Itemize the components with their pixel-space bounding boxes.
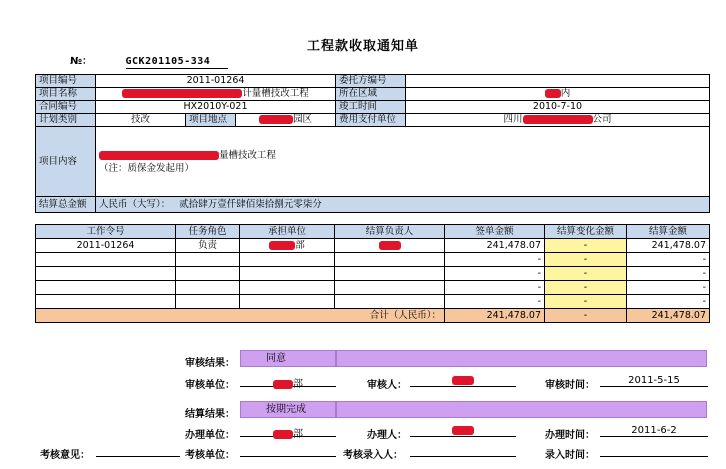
handle-unit-value: 部 xyxy=(240,425,336,437)
redaction-mark xyxy=(379,241,401,250)
review-result-comment xyxy=(336,350,707,367)
total-amount-text: 贰拾肆万壹仟肆佰柒拾捌元零柒分 xyxy=(179,198,322,210)
role-cell: 负责 xyxy=(176,239,240,253)
redaction-mark xyxy=(273,430,293,439)
table-row: - - - xyxy=(36,295,710,309)
col-header: 任务角色 xyxy=(176,225,240,239)
client-no-label: 委托方编号 xyxy=(336,75,406,88)
sum-label: 合计（人民币）： xyxy=(36,309,445,323)
redaction-mark xyxy=(99,151,219,160)
col-header: 签单金额 xyxy=(445,225,545,239)
plan-type-value: 技改 xyxy=(96,114,186,127)
redaction-mark xyxy=(545,89,561,98)
completion-label: 竣工时间 xyxy=(336,101,406,114)
change-amount-cell: - xyxy=(545,239,627,253)
settle-result-label: 结算结果： xyxy=(185,409,235,420)
handle-time-label: 办理时间： xyxy=(545,430,595,441)
assess-entry-time-value xyxy=(600,445,708,457)
sum-sign-amount: 241,478.07 xyxy=(445,309,545,323)
project-no-value: 2011-01264 xyxy=(96,75,336,88)
redaction-mark xyxy=(452,426,474,435)
redaction-mark xyxy=(273,380,293,389)
col-header: 结算负责人 xyxy=(335,225,445,239)
table-row: - - - xyxy=(36,281,710,295)
work-order-cell: 2011-01264 xyxy=(36,239,176,253)
total-label: 结算总金额 xyxy=(36,197,96,213)
col-header: 结算变化金额 xyxy=(545,225,627,239)
assess-opinion-label: 考核意见： xyxy=(40,450,90,461)
table-total-row xyxy=(36,309,710,323)
client-no-value xyxy=(406,75,710,88)
assess-unit-value xyxy=(240,445,336,457)
payer-label: 费用支付单位 xyxy=(336,114,406,127)
project-name-label: 项目名称 xyxy=(36,88,96,101)
settlement-table xyxy=(35,224,710,323)
area-label: 所在区域 xyxy=(336,88,406,101)
project-info-table xyxy=(35,74,710,213)
redaction-mark xyxy=(452,376,474,385)
redaction-mark xyxy=(269,241,295,250)
assess-entry-person-label: 考核录入人： xyxy=(343,450,403,461)
review-result-label: 审核结果： xyxy=(185,358,235,369)
settle-result-comment xyxy=(336,401,707,418)
content-value: 量槽技改工程 （注：质保金发起用） xyxy=(96,127,710,197)
assess-unit-label: 考核单位： xyxy=(185,450,235,461)
handle-unit-label: 办理单位： xyxy=(185,430,235,441)
content-label: 项目内容 xyxy=(36,127,96,197)
assess-entry-person-value xyxy=(410,445,516,457)
settle-result-value: 按期完成 xyxy=(240,401,336,418)
unit-cell: 部 xyxy=(240,239,335,253)
review-result-value: 同意 xyxy=(240,350,336,367)
sign-amount-cell: 241,478.07 xyxy=(445,239,545,253)
col-header: 结算金额 xyxy=(627,225,710,239)
reviewer-value xyxy=(410,375,516,387)
handler-label: 办理人： xyxy=(367,430,407,441)
settle-amount-cell: 241,478.07 xyxy=(627,239,710,253)
document-number-row xyxy=(70,52,228,69)
responsible-cell xyxy=(335,239,445,253)
sum-change-amount: - xyxy=(545,309,627,323)
redaction-mark xyxy=(523,115,593,124)
col-header: 工作令号 xyxy=(36,225,176,239)
table-row xyxy=(36,239,710,253)
location-value: 园区 xyxy=(236,114,336,127)
document-title: 工程款收取通知单 xyxy=(306,39,419,54)
payer-value: 四川 公司 xyxy=(406,114,710,127)
location-label: 项目地点 xyxy=(186,114,236,127)
project-name-value: 计量槽技改工程 xyxy=(96,88,336,101)
document-number-value: GCK201105-334 xyxy=(126,56,229,69)
assess-opinion-value xyxy=(96,445,180,457)
table-row: - - - xyxy=(36,267,710,281)
document-number-label: №： xyxy=(70,56,93,67)
contract-no-value: HX2010Y-021 xyxy=(96,101,336,114)
review-unit-value: 部 xyxy=(240,375,336,387)
sum-settle-amount: 241,478.07 xyxy=(627,309,710,323)
plan-type-label: 计划类别 xyxy=(36,114,96,127)
redaction-mark xyxy=(122,89,242,98)
redaction-mark xyxy=(259,115,293,124)
col-header: 承担单位 xyxy=(240,225,335,239)
contract-no-label: 合同编号 xyxy=(36,101,96,114)
review-time-value: 2011-5-15 xyxy=(600,375,708,387)
review-time-label: 审核时间： xyxy=(545,380,595,391)
handler-value xyxy=(410,425,516,437)
table-row: - - - xyxy=(36,253,710,267)
table-header-row xyxy=(36,225,710,239)
project-no-label: 项目编号 xyxy=(36,75,96,88)
handle-time-value: 2011-6-2 xyxy=(600,425,708,437)
completion-value: 2010-7-10 xyxy=(406,101,710,114)
reviewer-label: 审核人： xyxy=(367,380,407,391)
assess-entry-time-label: 录入时间： xyxy=(545,450,595,461)
review-unit-label: 审核单位： xyxy=(185,380,235,391)
total-value: 人民币（大写）： 贰拾肆万壹仟肆佰柒拾捌元零柒分 xyxy=(96,197,710,213)
content-note: （注：质保金发起用） xyxy=(99,162,195,174)
area-value: 内 xyxy=(406,88,710,101)
